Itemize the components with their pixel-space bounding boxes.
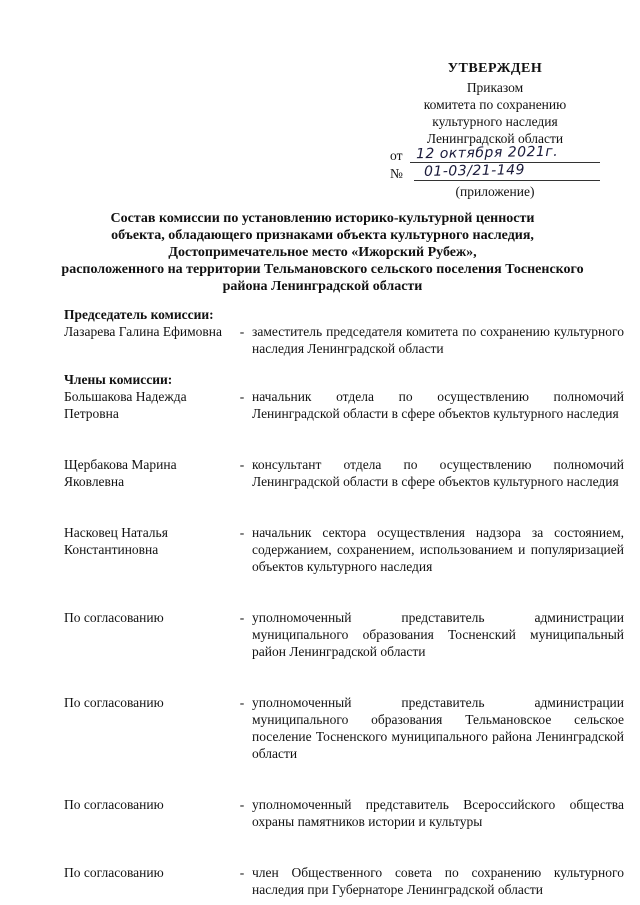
member-role: уполномоченный представитель Всероссийского общества охраны памятников истории и культуры (252, 797, 624, 829)
member-name: Щербакова Марина Яковлевна (64, 457, 177, 489)
title-line: Состав комиссии по установлению историко-культурной ценности (110, 211, 535, 226)
member-role: уполномоченный представитель администрации муниципального образования Тельмановское сельское поселение Тосненского муниципального района Ленинградской области (252, 695, 624, 761)
member-role: уполномоченный представитель администрации муниципального образования Тосненский муниципальный район Ленинградской области (252, 610, 624, 659)
member-row (64, 524, 624, 575)
title-line: расположенного на территории Тельмановского сельского поселения Тосненского (61, 262, 584, 277)
chair-row (64, 323, 624, 357)
commission-list (64, 306, 624, 898)
member-row (64, 796, 624, 830)
member-row (64, 694, 624, 762)
member-name: Лазарева Галина Ефимовна (64, 324, 223, 339)
approval-line: Приказом (466, 80, 524, 95)
dash: - (239, 695, 245, 710)
dash: - (239, 457, 245, 472)
member-name: Большакова Надежда Петровна (64, 389, 187, 421)
number-label: № (390, 166, 403, 181)
dash: - (239, 797, 245, 812)
member-name: Насковец Наталья Константиновна (64, 525, 168, 557)
member-name: По согласованию (64, 797, 164, 812)
approval-line: Ленинградской области (426, 131, 564, 146)
approval-heading: УТВЕРЖДЕН (447, 61, 543, 76)
members-heading: Члены комиссии: (64, 372, 173, 387)
approval-block (390, 60, 600, 200)
document-title (40, 210, 605, 295)
member-name: По согласованию (64, 695, 164, 710)
member-name: По согласованию (64, 610, 164, 625)
title-line: района Ленинградской области (222, 279, 423, 294)
title-line: Достопримечательное место «Ижорский Рубеж», (168, 245, 477, 260)
member-role: начальник сектора осуществления надзора за состоянием, содержанием, сохранением, использованием и популяризацией объектов культурного наследия (252, 525, 624, 574)
approval-line: комитета по сохранению (423, 97, 567, 112)
member-row (64, 864, 624, 898)
member-row (64, 456, 624, 490)
handwritten-date: 12 октября 2021г. (415, 143, 559, 163)
order-number (390, 162, 600, 183)
dash: - (239, 324, 245, 339)
member-role: член Общественного совета по сохранению культурного наследия при Губернаторе Ленинградской области (252, 865, 624, 897)
member-role: консультант отдела по осуществлению полномочий Ленинградской области в сфере объектов культурного наследия (252, 457, 624, 489)
handwritten-number: 01-03/21-149 (423, 162, 526, 180)
member-name: По согласованию (64, 865, 164, 880)
member-row (64, 609, 624, 660)
member-row (64, 388, 624, 422)
chair-heading: Председатель комиссии: (64, 307, 214, 322)
dash: - (239, 865, 245, 880)
appendix-label: (приложение) (455, 184, 535, 199)
dash: - (239, 610, 245, 625)
dash: - (239, 389, 245, 404)
title-line: объекта, обладающего признаками объекта культурного наследия, (111, 228, 534, 243)
dash: - (239, 525, 245, 540)
approval-line: культурного наследия (432, 114, 558, 129)
member-role: заместитель председателя комитета по сохранению культурного наследия Ленинградской области (252, 324, 624, 356)
member-role: начальник отдела по осуществлению полномочий Ленинградской области в сфере объектов культурного наследия (252, 389, 624, 421)
date-label: от (390, 148, 403, 163)
